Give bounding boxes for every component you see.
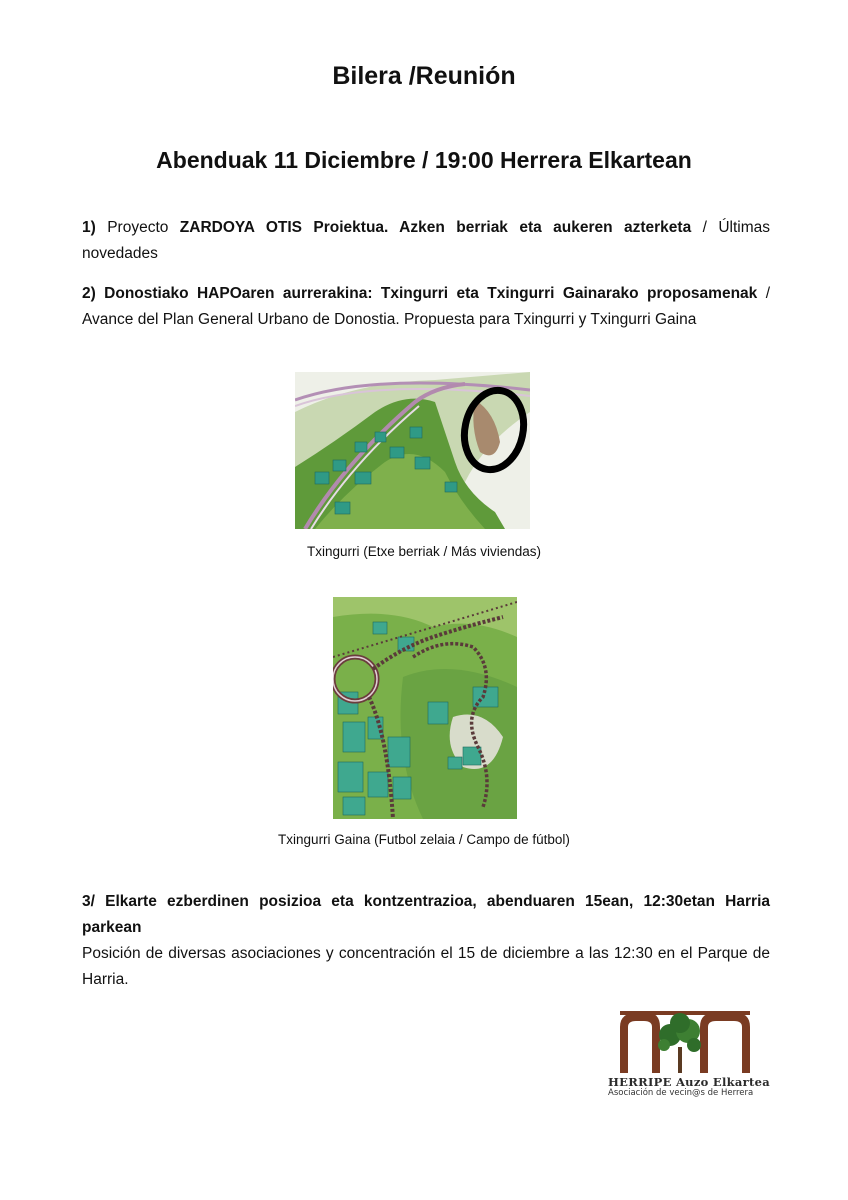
agenda-item-3 — [82, 889, 770, 993]
agenda-item-2-title: 2) Donostiako HAPOaren aurrerakina: Txingurri eta Txingurri Gainarako proposamenak — [82, 285, 758, 302]
agenda-item-1-title: ZARDOYA OTIS Proiektua. Azken berriak eta aukeren azterketa — [179, 219, 692, 236]
agenda-item-1-translation: / Últimas novedades — [82, 219, 771, 262]
agenda-item-2 — [82, 281, 770, 333]
txingurri-map-image — [295, 372, 530, 529]
page-title: Bilera /Reunión — [332, 62, 516, 90]
txingurri-gaina-map-caption: Txingurri Gaina (Futbol zelaia / Campo de fútbol) — [278, 832, 570, 847]
agenda-item-2-translation: / Avance del Plan General Urbano de Donostia. Propuesta para Txingurri y Txingurri Gaina — [82, 285, 770, 328]
txingurri-gaina-map-image — [333, 597, 517, 819]
agenda-item-3-translation: Posición de diversas asociaciones y concentración el 15 de diciembre a las 12:30 en el Parque de Harria. — [82, 945, 770, 988]
agenda-item-1-number: 1) — [82, 219, 96, 236]
logo-subtitle: Asociación de vecin@s de Herrera — [608, 1088, 754, 1098]
agenda-item-1 — [82, 215, 770, 267]
meeting-date-heading: Abenduak 11 Diciembre / 19:00 Herrera Elkartean — [156, 147, 692, 173]
agenda-item-3-title: 3/ Elkarte ezberdinen posizioa eta kontzentrazioa, abenduaren 15ean, 12:30etan Harria parkean — [82, 893, 770, 936]
txingurri-map-caption: Txingurri (Etxe berriak / Más viviendas) — [306, 544, 542, 559]
agenda-item-1-lead: Proyecto — [95, 219, 180, 236]
logo-name: HERRIPE Auzo Elkartea — [608, 1075, 771, 1089]
